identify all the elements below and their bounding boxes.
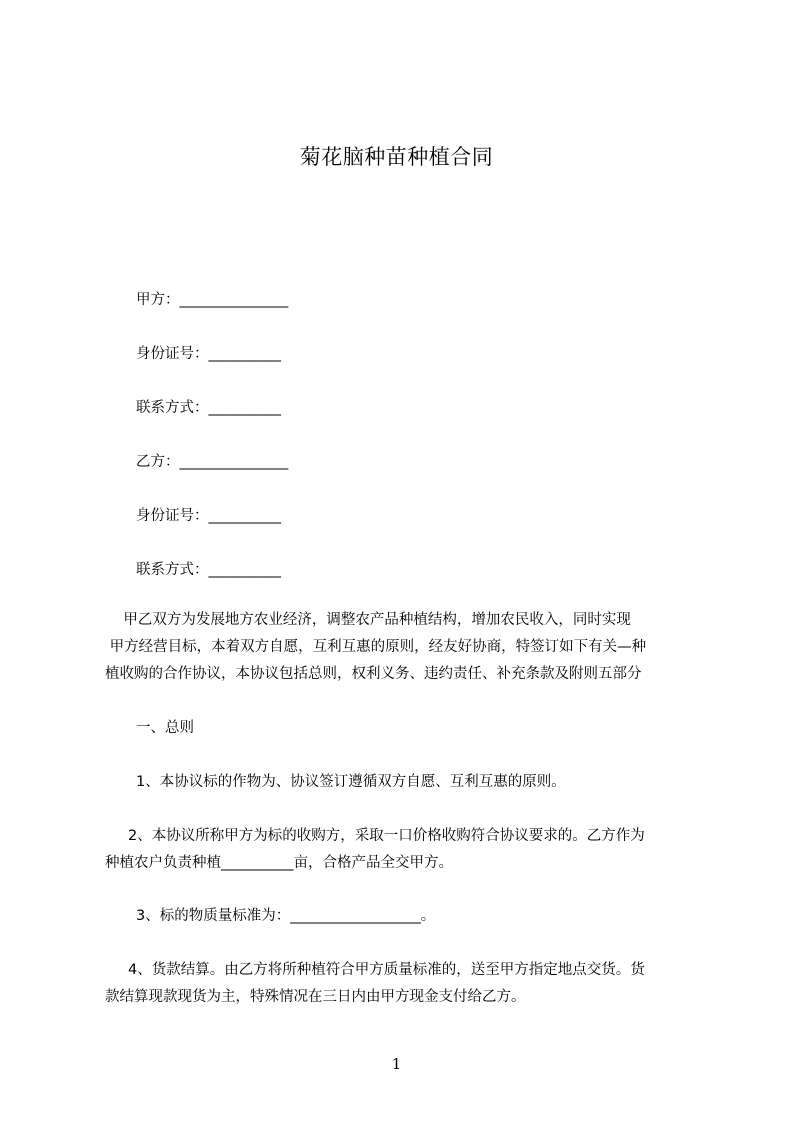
intro-line: 植收购的合作协议，本协议包括总则，权利义务、违约责任、补充条款及附则五部分: [105, 666, 642, 682]
clause-2: [105, 826, 720, 880]
page-number: 1: [391, 1055, 402, 1073]
clause-4: [105, 960, 720, 1014]
clause-1: 1、本协议标的作物为、协议签订遵循双方自愿、互利互惠的原则。: [136, 774, 566, 790]
intro-line: 甲方经营目标，本着双方自愿，互利互惠的原则，经友好协商，特签订如下有关—种: [105, 639, 647, 655]
party-b-contact-field: 联系方式：__________: [136, 562, 281, 578]
clause-3: 3、标的物质量标准为：__________________。: [136, 908, 436, 924]
party-b-id-field: 身份证号：__________: [136, 508, 281, 524]
clause-4-line: 4、货款结算。由乙方将所种植符合甲方质量标准的，送至甲方指定地点交货。货: [105, 962, 645, 978]
section-heading-general: 一、总则: [136, 720, 194, 736]
party-a-id-field: 身份证号：__________: [136, 346, 281, 362]
clause-2-line: 2、本协议所称甲方为标的收购方，采取一口价格收购符合协议要求的。乙方作为: [105, 828, 645, 844]
intro-paragraph: [105, 610, 720, 691]
clause-4-line: 款结算现款现货为主，特殊情况在三日内由甲方现金支付给乙方。: [105, 989, 526, 1005]
party-a-name-field: 甲方：_______________: [136, 292, 289, 308]
clause-2-line: 种植农户负责种植__________亩，合格产品全交甲方。: [105, 855, 453, 871]
document-title: 菊花脑种苗种植合同: [299, 145, 494, 169]
party-a-contact-field: 联系方式：__________: [136, 400, 281, 416]
intro-line: 甲乙双方为发展地方农业经济，调整农产品种植结构，增加农民收入，同时实现: [105, 612, 631, 628]
party-b-name-field: 乙方：_______________: [136, 454, 289, 470]
